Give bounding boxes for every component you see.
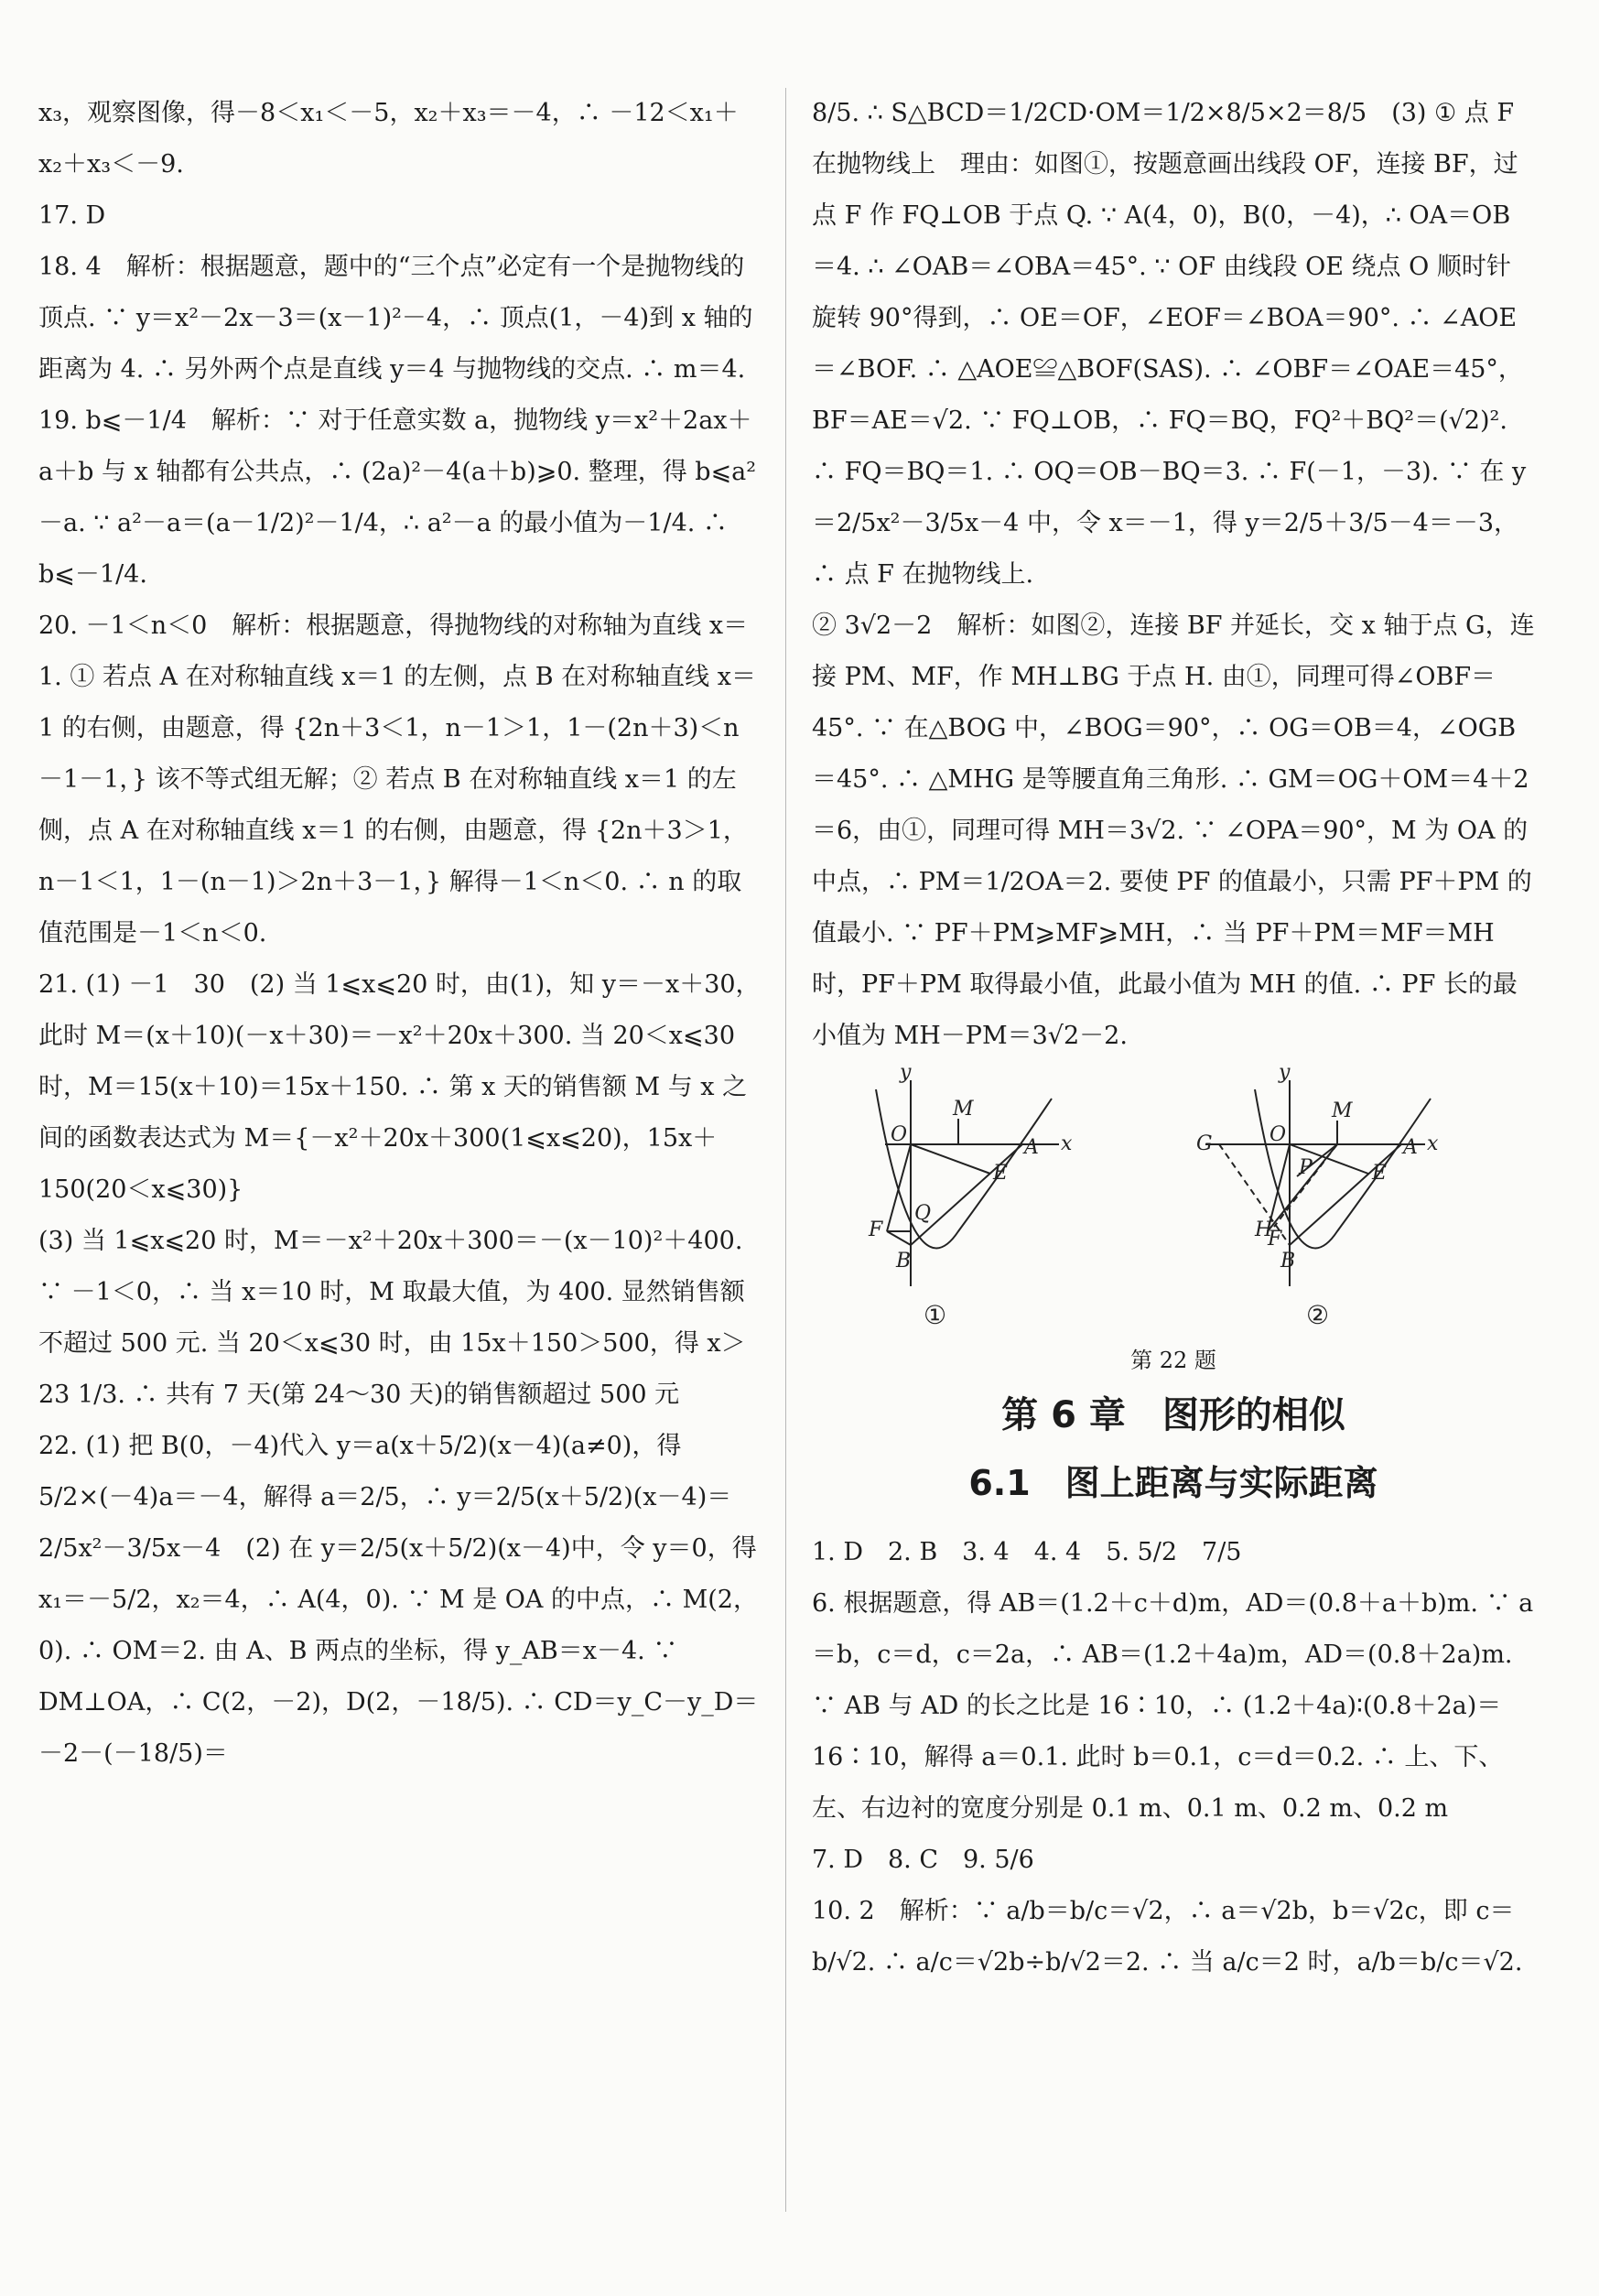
answer-6: 6. 根据题意，得 AB＝(1.2＋c＋d)m，AD＝(0.8＋a＋b)m. ∵ a＝b，c＝d，c＝2a，∴ AB＝(1.2＋4a)m，AD＝(0.8＋2a)m. ∵ AB 与 AD 的长之比是 16∶10，∴ (1.2＋4a)∶(0.8＋2a)＝16∶10，解得 a＝0.1. 此时 b＝0.1，c＝d＝0.2. ∴ 上、下、左、右边衬的宽度分别是 0.1 m、0.1 m、0.2 m、0.2 m — [812, 1589, 1534, 1823]
figure-22-diagrams — [812, 1062, 1535, 1327]
fig2-label-g: G — [1196, 1132, 1213, 1155]
answer-18: 18. 4 解析：根据题意，题中的“三个点”必定有一个是抛物线的顶点. ∵ y＝x²－2x－3＝(x－1)²－4，∴ 顶点(1，－4)到 x 轴的距离为 4. ∴ 另外两个点是直线 y＝4 与抛物线的交点. ∴ m＝4. — [38, 253, 753, 384]
answer-10: 10. 2 解析：∵ a/b＝b/c＝√2，∴ a＝√2b，b＝√2c，即 c＝b/√2. ∴ a/c＝√2b÷b/√2＝2. ∴ 当 a/c＝2 时，a/b＝b/c＝√2. — [812, 1897, 1523, 1977]
fig1-label-x: x — [1061, 1132, 1073, 1155]
fig2-label-h: H — [1255, 1218, 1273, 1241]
column-divider — [785, 88, 786, 2212]
fig1-line-ab — [911, 1144, 1022, 1245]
answer-16-tail: x₃，观察图像，得－8＜x₁＜－5，x₂＋x₃＝－4，∴ －12＜x₁＋x₂＋x₃＜－9. — [38, 99, 739, 179]
fig2-label-y: y — [1279, 1062, 1291, 1084]
fig1-label-o: O — [891, 1123, 908, 1146]
section-title: 6.1 图上距离与实际距离 — [968, 1463, 1378, 1503]
fig1-line-oe — [911, 1144, 990, 1174]
fig1-label-f: F — [869, 1218, 883, 1241]
answer-21-part1: 21. (1) －1 30 (2) 当 1⩽x⩽20 时，由(1)，知 y＝－x＋30，此时 M＝(x＋10)(－x＋30)＝－x²＋20x＋300. 当 20＜x⩽30 时，M＝15(x＋10)＝15x＋150. ∴ 第 x 天的销售额 M 与 x 之间的函数表达式为 M＝{－x²＋20x＋300(1⩽x⩽20)，15x＋150(20＜x⩽30)} — [38, 970, 761, 1204]
fig2-label-x: x — [1427, 1132, 1439, 1155]
fig1-labels — [868, 1062, 1073, 1273]
fig1-number-label: ① — [924, 1300, 947, 1327]
fig2-number-label: ② — [1306, 1300, 1330, 1327]
answer-21-part3: (3) 当 1⩽x⩽20 时，M＝－x²＋20x＋300＝－(x－10)²＋400. ∵ －1＜0，∴ 当 x＝10 时，M 取最大值，为 400. 显然销售额不超过 500 元. 当 20＜x⩽30 时，由 15x＋150＞500，得 x＞23 1/3. ∴ 共有 7 天(第 24～30 天)的销售额超过 500 元 — [38, 1227, 746, 1409]
fig2-label-m: M — [1332, 1099, 1353, 1122]
fig1-label-a: A — [1024, 1136, 1039, 1159]
answer-22-part3-1: 8/5. ∴ S△BCD＝1/2CD·OM＝1/2×8/5×2＝8/5 (3) ① 点 F 在抛物线上 理由：如图①，按题意画出线段 OF，连接 BF，过点 F 作 FQ⊥OB 于点 Q. ∵ A(4，0)，B(0，－4)，∴ OA＝OB＝4. ∴ ∠OAB＝∠OBA＝45°. ∵ OF 由线段 OE 绕点 O 顺时针旋转 90°得到，∴ OE＝OF，∠EOF＝∠BOA＝90°. ∴ ∠AOE＝∠BOF. ∴ △AOE≌△BOF(SAS). ∴ ∠OBF＝∠OAE＝45°，BF＝AE＝√2. ∵ FQ⊥OB，∴ FQ＝BQ，FQ²＋BQ²＝(√2)². ∴ FQ＝BQ＝1. ∴ OQ＝OB－BQ＝3. ∴ F(－1，－3). ∵ 在 y＝2/5x²－3/5x－4 中，令 x＝－1，得 y＝2/5＋3/5－4＝－3，∴ 点 F 在抛物线上. — [812, 99, 1527, 589]
answer-19: 19. b⩽－1/4 解析：∵ 对于任意实数 a，抛物线 y＝x²＋2ax＋a＋b 与 x 轴都有公共点，∴ (2a)²－4(a＋b)⩾0. 整理，得 b⩽a²－a. ∵ a²－a＝(a－1/2)²－1/4，∴ a²－a 的最小值为－1/4. ∴ b⩽－1/4. — [38, 406, 757, 589]
figure-2 — [1205, 1080, 1431, 1286]
chapter-title: 第 6 章 图形的相似 — [1001, 1394, 1345, 1436]
fig1-line-fb — [887, 1231, 911, 1245]
answer-22-part3-2: ② 3√2－2 解析：如图②，连接 BF 并延长，交 x 轴于点 G，连接 PM、MF，作 MH⊥BG 于点 H. 由①，同理可得∠OBF＝45°. ∵ 在△BOG 中，∠BOG＝90°，∴ OG＝OB＝4，∠OGB＝45°. ∴ △MHG 是等腰直角三角形. ∴ GM＝OG＋OM＝4＋2＝6，由①，同理可得 MH＝3√2. ∵ ∠OPA＝90°，M 为 OA 的中点，∴ PM＝1/2OA＝2. 要使 PF 的值最小，只需 PF＋PM 的值最小. ∵ PF＋PM⩾MF⩾MH，∴ 当 PF＋PM＝MF＝MH 时，PF＋PM 取得最小值，此最小值为 MH 的值. ∴ PF 长的最小值为 MH－PM＝3√2－2. — [812, 612, 1535, 1050]
figure-22 — [812, 1062, 1535, 1373]
fig2-label-a: A — [1403, 1136, 1418, 1159]
fig2-labels — [1196, 1062, 1439, 1273]
fig1-label-e: E — [993, 1162, 1009, 1185]
answer-22-part1: 22. (1) 把 B(0，－4)代入 y＝a(x＋5/2)(x－4)(a≠0)，得 5/2×(－4)a＝－4，解得 a＝2/5，∴ y＝2/5(x＋5/2)(x－4)＝2/5x²－3/5x－4 (2) 在 y＝2/5(x＋5/2)(x－4)中，令 y＝0，得 x₁＝－5/2，x₂＝4，∴ A(4，0). ∵ M 是 OA 的中点，∴ M(2，0). ∴ OM＝2. 由 A、B 两点的坐标，得 y_AB＝x－4. ∵ DM⊥OA，∴ C(2，－2)，D(2，－18/5). ∴ CD＝y_C－y_D＝－2－(－18/5)＝ — [38, 1432, 759, 1768]
fig2-label-o: O — [1269, 1123, 1287, 1146]
fig2-label-f: F — [1268, 1228, 1282, 1251]
answer-17: 17. D — [38, 201, 106, 230]
fig2-label-e: E — [1372, 1162, 1388, 1185]
left-column — [38, 88, 762, 1780]
answer-20: 20. －1＜n＜0 解析：根据题意，得抛物线的对称轴为直线 x＝1. ① 若点 A 在对称轴直线 x＝1 的左侧，点 B 在对称轴直线 x＝1 的右侧，由题意，得 {2n＋3＜1，n－1＞1，1－(2n＋3)＜n－1－1，} 该不等式组无解；② 若点 B 在对称轴直线 x＝1 的左侧，点 A 在对称轴直线 x＝1 的右侧，由题意，得 {2n＋3＞1，n－1＜1，1－(n－1)＞2n＋3－1，} 解得－1＜n＜0. ∴ n 的取值范围是－1＜n＜0. — [38, 612, 756, 948]
answers-1-5: 1. D 2. B 3. 4 4. 4 5. 5/2 7/5 — [812, 1538, 1242, 1566]
fig1-label-b: B — [896, 1250, 912, 1273]
fig1-label-q: Q — [914, 1202, 932, 1225]
answers-7-9: 7. D 8. C 9. 5/6 — [812, 1846, 1034, 1874]
fig1-label-y: y — [900, 1062, 912, 1084]
fig1-label-m: M — [953, 1098, 974, 1121]
fig2-label-b: B — [1280, 1250, 1296, 1273]
figure-caption: 第 22 题 — [1130, 1348, 1216, 1373]
fig2-label-p: P — [1299, 1156, 1313, 1179]
right-column — [812, 88, 1535, 1988]
